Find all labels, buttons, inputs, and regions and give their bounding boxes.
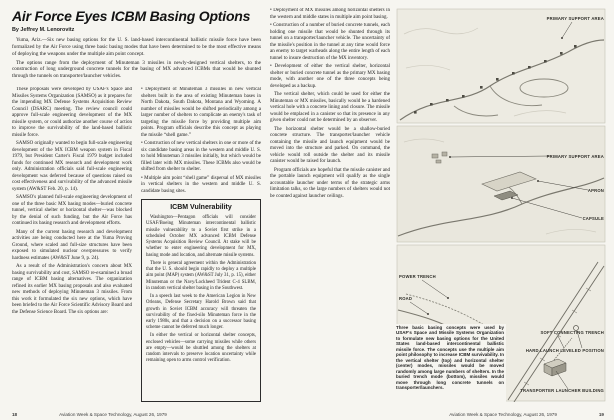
sidebar-paragraph: In either the vertical or horizontal shelter concepts, enclosed vehicles—some carrying missiles while others are empty—would be shuttled among the shelters at random intervals to preserve location uncertainty while remaining open to arms control verification. <box>146 333 256 364</box>
journal-line-right: Aviation Week & Space Technology, August 26, 1979 <box>449 412 557 417</box>
article-column-2 <box>141 87 261 402</box>
article-column-3 <box>270 8 390 402</box>
bullet-paragraph: • Multiple aim point “shell game” dispersal of MX missiles in vertical shelters in the western and middle U. S. candidate basing sites. <box>141 175 261 194</box>
diagram-label-primary-support-top: PRIMARY SUPPORT AREA <box>546 16 604 21</box>
diagram-label-capsule: CAPSULE <box>582 216 604 221</box>
article-header <box>12 8 261 87</box>
body-paragraph: The vertical shelter, which could be used for either the Minuteman or MX missiles, basically would be a hardened vertical hole with a concrete lining and closure. The missile would be emplaced in a canister so that its presence in any given shelter could not be determined by an observer. <box>270 92 390 123</box>
diagram-label-road: ROAD <box>399 296 413 301</box>
lead-paragraph: Yuma, Ariz.—Six new basing options for the U. S. land-based intercontinental ballistic missile force have been formalized by the Air Force using three basic basing modes that have been determined to be the most effective means of deploying the weapons under the multiple aim point concept. <box>12 37 261 57</box>
lead-paragraph: The options range from the deployment of Minuteman 3 missiles in newly-designed vertical shelters, to the construction of long underground concrete tunnels for the basing of MX advanced ICBMs that would be shunted through the tunnels on transporter/launcher vehicles. <box>12 59 261 80</box>
page-content <box>12 8 606 402</box>
sidebar-paragraph: There is general agreement within the Administration that the U. S. should begin rapidly to deploy a multiple aim point (MAP) system (AW&ST July 31, p. 15), either Minuteman or the Navy/Lockheed Trident C-4 SLBM, in random vertical shelter basing in the Southwest. <box>146 260 256 291</box>
icbm-vulnerability-sidebar <box>141 199 261 402</box>
diagram-area <box>396 8 606 402</box>
body-paragraph: SAMSO originally wanted to begin full-scale engineering development of the MX ICBM weapon system in Fiscal 1979, but President Carter's Fiscal 1979 budget included funds for continued MX research and development work only. Administration officials said full-scale engineering development was deferred because of questions raised on cost effectiveness and survivability of the advanced missile system (AW&ST Feb. 20, p. 14). <box>12 141 132 192</box>
body-paragraph: As a result of the Administration's concern about MX basing survivability and cost, SAMSO re-examined a broad range of ICBM basing alternatives. The organization refined its earlier MX basing proposals and also evaluated new methods of deploying Minuteman 3 missiles. From this work it formulated the six new options, which have been briefed to the Air Force Scientific Advisory Board and the Defense Science Board. The six options are: <box>12 264 132 315</box>
article-column-1 <box>12 87 132 402</box>
body-paragraph: Program officials are hopeful that the missile canister and the portable launch equipment will qualify as the single accountable launcher under terms of the strategic arms limitation talks, so the large numbers of shelters would not be counted against launcher ceilings. <box>270 167 390 199</box>
diagram-label-hard-launch-position: HARD LAUNCH LEVELED POSITION <box>525 348 604 353</box>
sidebar-paragraph: In a speech last week to the American Legion in New Orleans, Defense Secretary Harold Brown said that growth in Soviet ICBM accuracy will threaten the survivability of the fixed-silo Minuteman force in the early 1980s, and that a decision on a successor basing scheme cannot be deferred much longer. <box>146 294 256 331</box>
bullet-paragraph: • Development of either the vertical shelter, horizontal shelter or buried concrete tunnel as the primary MX basing mode, with another one of the three concepts being developed as a backup. <box>270 64 390 89</box>
bullet-paragraph: • Construction of new vertical shelters in one or more of the six candidate basing areas in the western and middle U. S. to hold Minuteman 3 missiles initially, but which would be filled later with MX missiles. These ICBMs also would be shifted from shelter to shelter. <box>141 141 261 173</box>
footer-right <box>449 412 604 417</box>
body-paragraph: Many of the current basing research and development activities are being conducted here at the Yuma Proving Ground, where scaled and full-size structures have been exposed to simulated nuclear overpressures to verify hardness estimates (AW&ST June 9, p. 24). <box>12 229 132 261</box>
diagram-label-transporter-launcher-building: TRANSPORTER LAUNCHER BUILDING <box>520 388 604 393</box>
diagram-label-primary-support-mid: PRIMARY SUPPORT AREA <box>546 154 604 159</box>
article-area <box>12 8 390 402</box>
diagram-label-apron: APRON <box>587 188 604 193</box>
diagram-label-soft-connecting-trench: SOFT CONNECTING TRENCH <box>540 330 604 335</box>
horizontal-shelter-diagram <box>397 126 605 242</box>
diagram-caption: Three basic basing concepts were used by USAF's Space and Missile Systems Organization to formulate new basing options for the United States land-based intercontinental ballistic missile force. The concepts use the multiple aim point philosophy to increase ICBM survivability. In the vertical shelter (top) and horizontal shelter (center) modes, missiles would be moved randomly among large numbers of shelters. In the buried trench mode (bottom), missiles would move through long concrete tunnels on transporter/launchers. <box>396 324 506 402</box>
footer-left <box>12 412 167 417</box>
byline: By Jeffrey M. Lenorovitz <box>12 27 75 33</box>
vertical-shelter-diagram <box>397 9 605 123</box>
bullet-paragraph: • Deployment of Minuteman 3 missiles in new vertical shelters built in the area of existing Minuteman bases in North Dakota, South Dakota, Montana and Wyoming. A number of missiles would be shifted periodically among a larger number of shelters to complicate an enemy's task of targeting the missile force by providing multiple aim points. Program officials describe this concept as playing the missile “shell game.” <box>141 87 261 138</box>
sidebar-title: ICBM Vulnerability <box>170 204 232 212</box>
lead-section <box>12 37 261 80</box>
body-paragraph: SAMSO's planned full-scale engineering development of one of the three basic MX basing modes—buried concrete tunnel, vertical shelter or horizontal shelter—was blocked by the denial of such funding, but the Air Force has continued its basing research and development efforts. <box>12 195 132 227</box>
body-paragraph: The horizontal shelter would be a shallow-buried concrete structure. The transporter/launcher vehicle containing the missile and launch equipment would be moved into the structure and parked. On command, the vehicle would roll outside the shelter and its missile canister would be raised for launch. <box>270 126 390 164</box>
sidebar-paragraph: Washington—Pentagon officials will consider USAF/Boeing Minuteman intercontinental ballistic missile vulnerability to a Soviet first strike in a scheduled October MX advanced ICBM Defense Systems Acquisition Review Council. At stake will be whether to enter engineering development for MX, basing mode and location, and alternate missile systems. <box>146 215 256 258</box>
page-number-right: 19 <box>598 412 604 417</box>
column-2-text <box>141 87 261 197</box>
body-paragraph: These proposals were developed by USAF's Space and Missiles Systems Organization (SAMSO) as it prepares for the impending MX Defense Systems Acquisition Review Council (DSARC) meeting. The review council could approve full-scale engineering development of the MX missile system, or could authorize another course of action to improve the survivability of the land-based ballistic missile force. <box>12 87 132 138</box>
bullet-paragraph: • Construction of a number of buried concrete tunnels, each holding one missile that would be shunted through its tunnel on a transporter/launcher vehicle. The uncertainty of the missile's position in the tunnel at any time would force an enemy to target warheads along the entire length of each tunnel to insure destruction of the MX inventory. <box>270 23 390 61</box>
page-title: Air Force Eyes ICBM Basing Options <box>12 8 251 24</box>
bullet-paragraph: • Deployment of MX missiles among horizontal shelters in the western and middle states in multiple aim point basing. <box>270 8 390 20</box>
journal-line-left: Aviation Week & Space Technology, August 26, 1979 <box>59 412 167 417</box>
page-footer <box>12 412 604 417</box>
diagram-label-power-trench: POWER TRENCH <box>399 274 436 279</box>
page-number-left: 18 <box>12 412 18 417</box>
